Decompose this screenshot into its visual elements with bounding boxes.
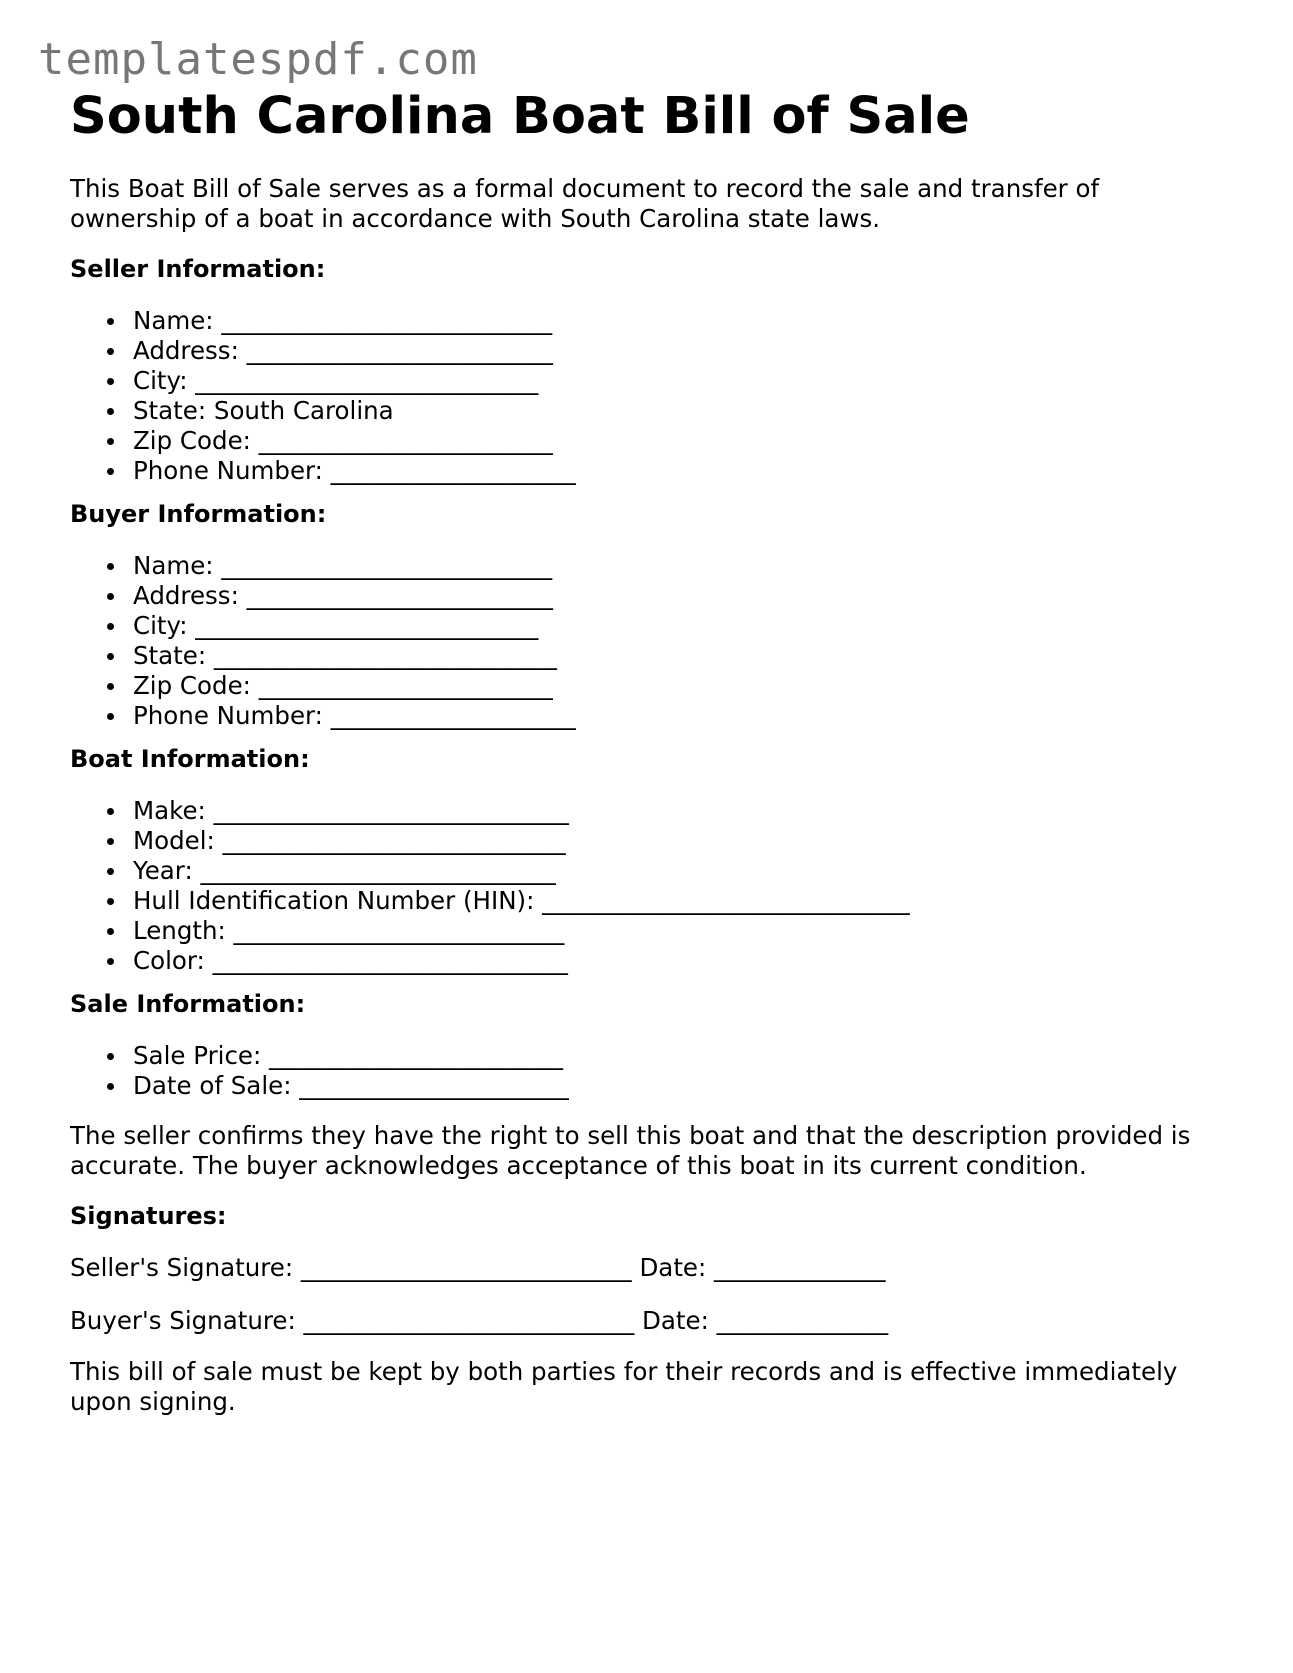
seller-signature-line[interactable]: Seller's Signature: ___________________________ Date: ______________ xyxy=(70,1253,886,1282)
intro-paragraph: This Boat Bill of Sale serves as a formal document to record the sale and transfer of ownership of a boat in accordance with South Carolina state laws. xyxy=(70,174,1100,233)
confirmation-paragraph: The seller confirms they have the right to sell this boat and that the description provided is accurate. The buyer acknowledges acceptance of this boat in its current condition. xyxy=(70,1121,1191,1180)
seller-list xyxy=(70,306,576,486)
boat-list xyxy=(70,796,910,976)
sale-list xyxy=(70,1041,569,1101)
boat-length-field[interactable]: Length: ___________________________ xyxy=(70,916,910,946)
signatures-heading: Signatures: xyxy=(70,1202,227,1230)
boat-heading: Boat Information: xyxy=(70,745,310,773)
boat-year-field[interactable]: Year: _____________________________ xyxy=(70,856,910,886)
buyer-phone-field[interactable]: Phone Number: ____________________ xyxy=(70,701,576,731)
buyer-zip-field[interactable]: Zip Code: ________________________ xyxy=(70,671,576,701)
boat-color-field[interactable]: Color: _____________________________ xyxy=(70,946,910,976)
buyer-city-field[interactable]: City: ____________________________ xyxy=(70,611,576,641)
seller-state-field: State: South Carolina xyxy=(70,396,576,426)
seller-name-field[interactable]: Name: ___________________________ xyxy=(70,306,576,336)
buyer-signature-line[interactable]: Buyer's Signature: ___________________________ Date: ______________ xyxy=(70,1306,889,1335)
boat-model-field[interactable]: Model: ____________________________ xyxy=(70,826,910,856)
sale-price-field[interactable]: Sale Price: ________________________ xyxy=(70,1041,569,1071)
buyer-heading: Buyer Information: xyxy=(70,500,327,528)
seller-address-field[interactable]: Address: _________________________ xyxy=(70,336,576,366)
watermark: templatespdf.com xyxy=(38,34,478,85)
buyer-state-field[interactable]: State: ____________________________ xyxy=(70,641,576,671)
sale-date-field[interactable]: Date of Sale: ______________________ xyxy=(70,1071,569,1101)
buyer-list xyxy=(70,551,576,731)
seller-city-field[interactable]: City: ____________________________ xyxy=(70,366,576,396)
sale-heading: Sale Information: xyxy=(70,990,306,1018)
seller-heading: Seller Information: xyxy=(70,255,326,283)
seller-phone-field[interactable]: Phone Number: ____________________ xyxy=(70,456,576,486)
page-title: South Carolina Boat Bill of Sale xyxy=(70,87,970,146)
buyer-name-field[interactable]: Name: ___________________________ xyxy=(70,551,576,581)
buyer-address-field[interactable]: Address: _________________________ xyxy=(70,581,576,611)
seller-zip-field[interactable]: Zip Code: ________________________ xyxy=(70,426,576,456)
closing-paragraph: This bill of sale must be kept by both parties for their records and is effective immediately upon signing. xyxy=(70,1357,1178,1416)
boat-make-field[interactable]: Make: _____________________________ xyxy=(70,796,910,826)
boat-hin-field[interactable]: Hull Identification Number (HIN): ______________________________ xyxy=(70,886,910,916)
